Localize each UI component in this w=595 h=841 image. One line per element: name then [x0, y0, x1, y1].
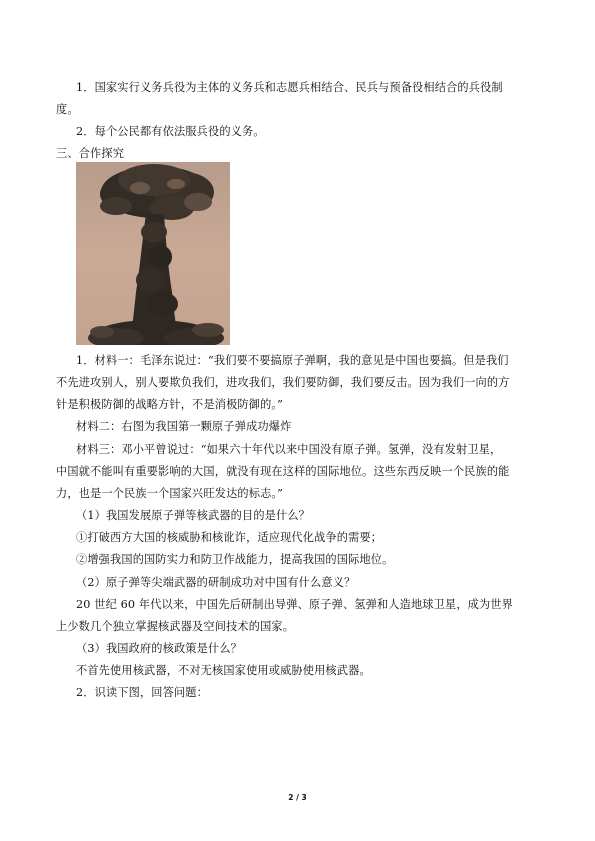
answer-2-line-2: 上少数几个独立掌握核武器及空间技术的国家。 — [56, 620, 295, 633]
material-3-line-2: 中国就不能叫有重要影响的大国，就没有现在这样的国际地位。这些东西反映一个民族的能 — [56, 465, 510, 478]
sub-question-3: （3）我国政府的核政策是什么？ — [76, 642, 242, 655]
paragraph-1-line-2: 度。 — [56, 103, 79, 116]
answer-1-line-1: ①打破西方大国的核威胁和核讹诈，适应现代化战争的需要； — [76, 531, 383, 544]
question-1-line-3: 针是积极防御的战略方针，不是消极防御的。” — [56, 398, 284, 411]
sub-question-2: （2）原子弹等尖端武器的研制成功对中国有什么意义？ — [76, 576, 356, 589]
material-3-line-3: 力，也是一个民族一个国家兴旺发达的标志。” — [56, 487, 284, 500]
question-2: 2．识读下图，回答问题： — [76, 686, 208, 699]
answer-1-line-2: ②增强我国的国防实力和防卫作战能力，提高我国的国际地位。 — [76, 553, 394, 566]
paragraph-2: 2．每个公民都有依法服兵役的义务。 — [76, 125, 265, 138]
paragraph-1-line-1: 1．国家实行义务兵役为主体的义务兵和志愿兵相结合、民兵与预备役相结合的兵役制 — [76, 81, 503, 94]
question-1-line-1: 1．材料一：毛泽东说过：“我们要不要搞原子弹啊，我的意见是中国也要搞。但是我们 — [76, 354, 509, 367]
section-heading: 三、合作探究 — [56, 147, 125, 160]
material-2: 材料二：右图为我国第一颗原子弹成功爆炸 — [76, 420, 292, 433]
material-3-line-1: 材料三：邓小平曾说过：“如果六十年代以来中国没有原子弹。氢弹，没有发射卫星， — [76, 443, 502, 456]
sub-question-1: （1）我国发展原子弹等核武器的目的是什么？ — [76, 509, 311, 522]
mushroom-cloud-icon — [76, 162, 230, 345]
atomic-bomb-photo — [76, 162, 230, 345]
answer-2-line-1: 20 世纪 60 年代以来，中国先后研制出导弹、原子弹、氢弹和人造地球卫星，成为世界 — [76, 598, 514, 611]
page-number: 2 / 3 — [288, 793, 307, 802]
answer-3: 不首先使用核武器，不对无核国家使用或威胁使用核武器。 — [76, 664, 371, 677]
question-1-line-2: 不先进攻别人，别人要欺负我们，进攻我们，我们要防御，我们要反击。因为我们一向的方 — [56, 376, 510, 389]
